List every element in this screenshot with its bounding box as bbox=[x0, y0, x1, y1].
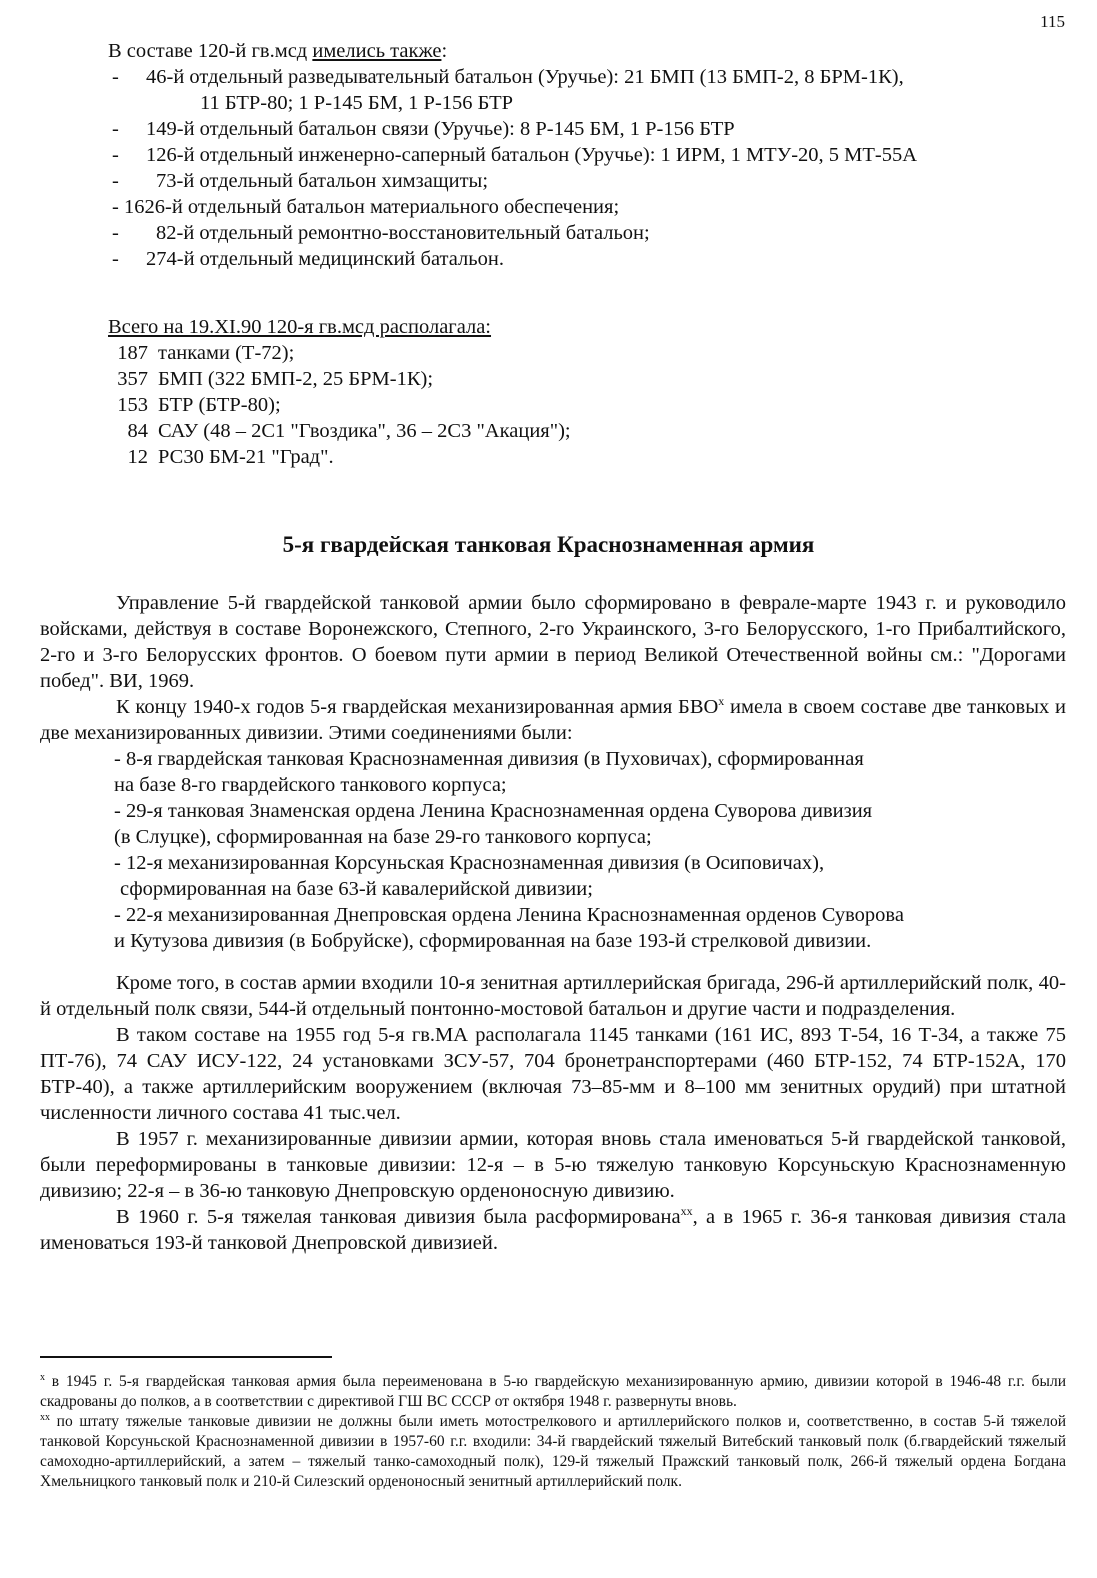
paragraph: Управление 5-й гвардейской танковой армии было сформировано в феврале-марте 1943 г. и руководило войсками, действуя в составе Воронежского, Степного, 2-го Украинского, 3-го Белорусского, 1-го Прибалтийского, 2-го и 3-го Белорусских фронтов. О боевом пути армии в период Великой Отечественной войны см.: "Дорогами побед". ВИ, 1969. bbox=[40, 592, 1066, 692]
list-item: (в Слуцке), сформированная на базе 29-го танкового корпуса; bbox=[114, 826, 652, 848]
footnotes bbox=[40, 1372, 1066, 1492]
list-item: сформированная на базе 63-й кавалерийской дивизии; bbox=[120, 878, 593, 900]
list-item: - 82-й отдельный ремонтно-восстановительный батальон; bbox=[112, 222, 650, 244]
footnote-divider bbox=[40, 1356, 332, 1358]
divisions-list bbox=[40, 746, 1066, 954]
list-item: - 149-й отдельный батальон связи (Уручье): 8 Р-145 БМ, 1 Р-156 БТР bbox=[112, 118, 735, 140]
section-title: 5-я гвардейская танковая Краснознаменная армия bbox=[282, 532, 815, 557]
list-item: - 1626-й отдельный батальон материального обеспечения; bbox=[112, 196, 620, 218]
body-text bbox=[40, 590, 1066, 1256]
totals-row: 187 танками (Т-72); bbox=[117, 342, 295, 364]
totals-row: 84 САУ (48 – 2С1 "Гвоздика", 36 – 2С3 "Акация"); bbox=[127, 420, 571, 442]
totals-row: 153 БТР (БТР-80); bbox=[117, 394, 281, 416]
footnote: $^x$ в 1945 г. 5-я гвардейская танковая армия была переименована в 5-ю гвардейскую механизированную армию, дивизии которой в 1946-48 г.г. были скадрованы до полков, а в соответствии с директивой ГШ ВС СССР от октября 1948 г. развернуты вновь. bbox=[40, 1371, 1066, 1410]
list-item: - 274-й отдельный медицинский батальон. bbox=[112, 248, 504, 270]
paragraph: В таком составе на 1955 год 5-я гв.МА располагала 1145 танками (161 ИС, 893 Т-54, 16 Т-34, а также 75 ПТ-76), 74 САУ ИСУ-122, 24 установками ЗСУ-57, 704 бронетранспортерами (460 БТР-152, 74 БТР-152А, 170 БТР-40), а также артиллерийским вооружением (включая 73–85-мм и 8–100 мм зенитных орудий) при штатной численности личного состава 41 тыс.чел. bbox=[40, 1024, 1066, 1124]
paragraph: Кроме того, в состав армии входили 10-я зенитная артиллерийская бригада, 296-й артиллерийский полк, 40-й отдельный полк связи, 544-й отдельный понтонно-мостовой батальон и другие части и подразделения. bbox=[40, 972, 1066, 1020]
list-item: - 73-й отдельный батальон химзащиты; bbox=[112, 170, 489, 192]
totals-row: 12 РС30 БМ-21 "Град". bbox=[127, 446, 334, 468]
list-item: и Кутузова дивизия (в Бобруйске), сформированная на базе 193-й стрелковой дивизии. bbox=[114, 930, 872, 952]
totals-row: 357 БМП (322 БМП-2, 25 БРМ-1К); bbox=[117, 368, 434, 390]
division-units-list bbox=[108, 38, 1068, 272]
totals-title: Всего на 19.XI.90 120-я гв.мсд располагала: bbox=[108, 316, 492, 338]
list-item: - 22-я механизированная Днепровская ордена Ленина Краснознаменная орденов Суворова bbox=[114, 904, 904, 926]
list-item: - 8-я гвардейская танковая Краснознаменная дивизия (в Пуховичах), сформированная bbox=[114, 748, 864, 770]
list-item: - 12-я механизированная Корсуньская Краснознаменная дивизия (в Осиповичах), bbox=[114, 852, 825, 874]
list-item: - 29-я танковая Знаменская ордена Ленина Краснознаменная ордена Суворова дивизия bbox=[114, 800, 873, 822]
division-units-intro: В составе 120-й гв.мсд имелись также: bbox=[108, 40, 448, 62]
list-item: - 126-й отдельный инженерно-саперный батальон (Уручье): 1 ИРМ, 1 МТУ-20, 5 МТ-55А bbox=[112, 144, 918, 166]
list-item: на базе 8-го гвардейского танкового корпуса; bbox=[114, 774, 507, 796]
totals-list bbox=[108, 314, 571, 470]
paragraph: К концу 1940-х годов 5-я гвардейская механизированная армия БВО$^x$ имела в своем составе две танковых и две механизированных дивизии. Этими соединениями были: bbox=[40, 694, 1066, 744]
page-number: 115 bbox=[1040, 12, 1065, 31]
paragraph: В 1957 г. механизированные дивизии армии, которая вновь стала именоваться 5-й гвардейской танковой, были переформированы в танковые дивизии: 12-я – в 5-ю тяжелую танковую Корсуньскую Краснознаменную дивизию; 22-я – в 36-ю танковую Днепровскую орденоносную дивизию. bbox=[40, 1128, 1066, 1202]
paragraph: В 1960 г. 5-я тяжелая танковая дивизия была расформирована$^{xx}$, а в 1965 г. 36-я танковая дивизия стала именоваться 193-й танковой Днепровской дивизией. bbox=[40, 1204, 1066, 1254]
list-item-continuation: 11 БТР-80; 1 Р-145 БМ, 1 Р-156 БТР bbox=[200, 92, 514, 114]
list-item: - 46-й отдельный разведывательный батальон (Уручье): 21 БМП (13 БМП-2, 8 БРМ-1К), bbox=[112, 66, 904, 88]
footnote: $^{xx}$ по штату тяжелые танковые дивизии не должны были иметь мотострелкового и артиллерийского полков и, соответственно, в состав 5-й тяжелой танковой Корсуньской Краснознаменной дивизии в 1957-60 г.г. входили: 34-й гвардейский тяжелый Витебский танковый полк (б.гвардейский тяжелый самоходно-артиллерийский, а затем – тяжелый танко-самоходный полк), 129-й тяжелый Пражский танковый полк, 266-й тяжелый ордена Богдана Хмельницкого танковый полк и 210-й Силезский орденоносный зенитный артиллерийский полк. bbox=[40, 1411, 1066, 1490]
